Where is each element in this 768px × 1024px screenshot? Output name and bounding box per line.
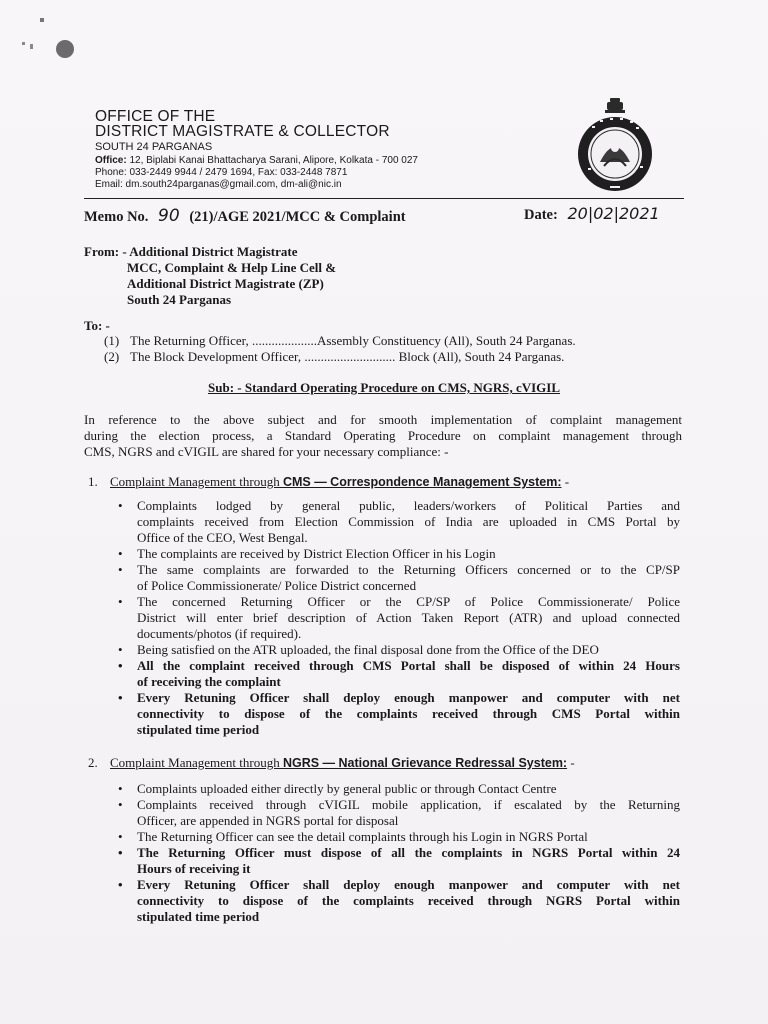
district-name: SOUTH 24 PARGANAS bbox=[95, 141, 213, 153]
punch-hole bbox=[56, 40, 74, 58]
bullet-line: • Complaints received through cVIGIL mobile application, if escalated by the Returning bbox=[137, 797, 680, 812]
bullet-item bbox=[118, 594, 680, 642]
section-heading-plain: Complaint Management through bbox=[110, 755, 283, 770]
scan-speck bbox=[30, 44, 33, 49]
bullet-line: Officer, are appended in NGRS portal for disposal bbox=[137, 813, 399, 828]
intro-paragraph bbox=[84, 412, 682, 460]
bullet-line: Office of the CEO, West Bengal. bbox=[137, 530, 308, 545]
bullet-line: • All the complaint received through CMS Portal shall be disposed of within 24 Hours bbox=[137, 658, 680, 673]
bullet-line: stipulated time period bbox=[137, 722, 260, 737]
memo-prefix: Memo No. bbox=[84, 209, 149, 225]
section-number: 1. bbox=[88, 474, 98, 489]
cms-bullet-list bbox=[118, 498, 680, 738]
bullet-line: of receiving the complaint bbox=[137, 674, 281, 689]
bullet-line: • The Returning Officer must dispose of all the complaints in NGRS Portal within 24 bbox=[137, 845, 680, 860]
from-label: From: - Additional District Magistrate bbox=[84, 244, 298, 259]
office-title-line1: OFFICE OF THE bbox=[95, 108, 216, 125]
scan-speck bbox=[22, 42, 25, 45]
subject-line: Sub: - Standard Operating Procedure on CMS, NGRS, cVIGIL bbox=[208, 380, 560, 395]
recipient-text: The Returning Officer, ....................Assembly Constituency (All), South 24 Parganas. bbox=[130, 333, 576, 348]
bullet-line: of Police Commissionerate/ Police District concerned bbox=[137, 578, 417, 593]
date-handwritten: 20|02|2021 bbox=[567, 204, 660, 223]
bullet-line: connectivity to dispose of the complaints received through NGRS Portal within bbox=[137, 893, 680, 908]
from-block bbox=[84, 244, 336, 308]
section-heading-suffix: - bbox=[567, 755, 575, 770]
bullet-item bbox=[118, 562, 680, 594]
bullet-line: District will enter brief description of Action Taken Report (ATR) and upload connected bbox=[137, 610, 680, 625]
office-phone: Phone: 033-2449 9944 / 2479 1694, Fax: 033-2448 7871 bbox=[95, 167, 348, 178]
section-heading-ngrs bbox=[88, 755, 575, 771]
bullet-line: • Complaints lodged by general public, leaders/workers of Political Parties and bbox=[137, 498, 680, 513]
memo-date bbox=[524, 204, 660, 224]
office-address-text: 12, Biplabi Kanai Bhattacharya Sarani, Alipore, Kolkata - 700 027 bbox=[129, 155, 418, 166]
bullet-item bbox=[118, 797, 680, 829]
bullet-line: • The same complaints are forwarded to the Returning Officers concerned or to the CP/SP bbox=[137, 562, 680, 577]
ngrs-bullet-list bbox=[118, 781, 680, 925]
office-address bbox=[95, 155, 418, 166]
letterhead-divider bbox=[84, 198, 684, 199]
recipient-item bbox=[104, 349, 564, 365]
intro-line: In reference to the above subject and for smooth implementation of complaint management bbox=[84, 412, 682, 427]
section-number: 2. bbox=[88, 755, 98, 770]
section-heading-suffix: - bbox=[561, 474, 570, 489]
memo-reference: (21)/AGE 2021/MCC & Complaint bbox=[189, 209, 406, 225]
bullet-item bbox=[118, 781, 680, 797]
memo-handwritten-number: 90 bbox=[158, 206, 180, 226]
bullet-item bbox=[118, 829, 680, 845]
bullet-line: • The complaints are received by District Election Officer in his Login bbox=[137, 546, 496, 561]
date-label: Date: bbox=[524, 207, 558, 223]
office-label: Office: bbox=[95, 155, 127, 166]
recipient-number: (2) bbox=[104, 349, 120, 364]
bullet-line: • Every Retuning Officer shall deploy enough manpower and computer with net bbox=[137, 690, 680, 705]
bullet-item bbox=[118, 845, 680, 877]
bullet-line: • Complaints uploaded either directly by general public or through Contact Centre bbox=[137, 781, 557, 796]
bullet-item bbox=[118, 690, 680, 738]
bullet-line: Hours of receiving it bbox=[137, 861, 251, 876]
bullet-line: connectivity to dispose of the complaints received through CMS Portal within bbox=[137, 706, 680, 721]
scan-speck bbox=[40, 18, 44, 22]
bullet-item bbox=[118, 877, 680, 925]
office-title-line2: DISTRICT MAGISTRATE & COLLECTOR bbox=[95, 123, 390, 140]
bullet-line: • The Returning Officer can see the detail complaints through his Login in NGRS Portal bbox=[137, 829, 588, 844]
section-heading-plain: Complaint Management through bbox=[110, 474, 283, 489]
bullet-item bbox=[118, 658, 680, 690]
recipient-number: (1) bbox=[104, 333, 120, 348]
bullet-line: documents/photos (if required). bbox=[137, 626, 302, 641]
bullet-item bbox=[118, 498, 680, 546]
office-email: Email: dm.south24parganas@gmail.com, dm-ali@nic.in bbox=[95, 179, 342, 190]
bullet-line: • The concerned Returning Officer or the CP/SP of Police Commissionerate/ Police bbox=[137, 594, 680, 609]
section-heading-bold: CMS — Correspondence Management System: bbox=[282, 475, 562, 489]
bullet-line: complaints received from Election Commission of India are uploaded in CMS Portal by bbox=[137, 514, 680, 529]
bullet-line: • Every Retuning Officer shall deploy enough manpower and computer with net bbox=[137, 877, 680, 892]
section-heading-cms bbox=[88, 474, 569, 490]
from-line: MCC, Complaint & Help Line Cell & bbox=[127, 260, 337, 275]
bullet-line: stipulated time period bbox=[137, 909, 260, 924]
from-line: Additional District Magistrate (ZP) bbox=[127, 276, 324, 291]
memo-number bbox=[84, 206, 406, 226]
recipient-item bbox=[104, 333, 576, 349]
recipient-text: The Block Development Officer, ............................ Block (All), South 24 Parganas. bbox=[130, 349, 565, 364]
government-seal-icon bbox=[570, 96, 660, 196]
bullet-item bbox=[118, 642, 680, 658]
from-line: South 24 Parganas bbox=[127, 292, 232, 307]
bullet-line: • Being satisfied on the ATR uploaded, the final disposal done from the Office of the DEO bbox=[137, 642, 599, 657]
intro-line: CMS, NGRS and cVIGIL are shared for your necessary compliance: - bbox=[84, 444, 449, 459]
section-heading-bold: NGRS — National Grievance Redressal System: bbox=[282, 756, 568, 770]
intro-line: during the election process, a Standard Operating Procedure on complaint management through bbox=[84, 428, 682, 443]
to-label: To: - bbox=[84, 318, 110, 333]
bullet-item bbox=[118, 546, 680, 562]
